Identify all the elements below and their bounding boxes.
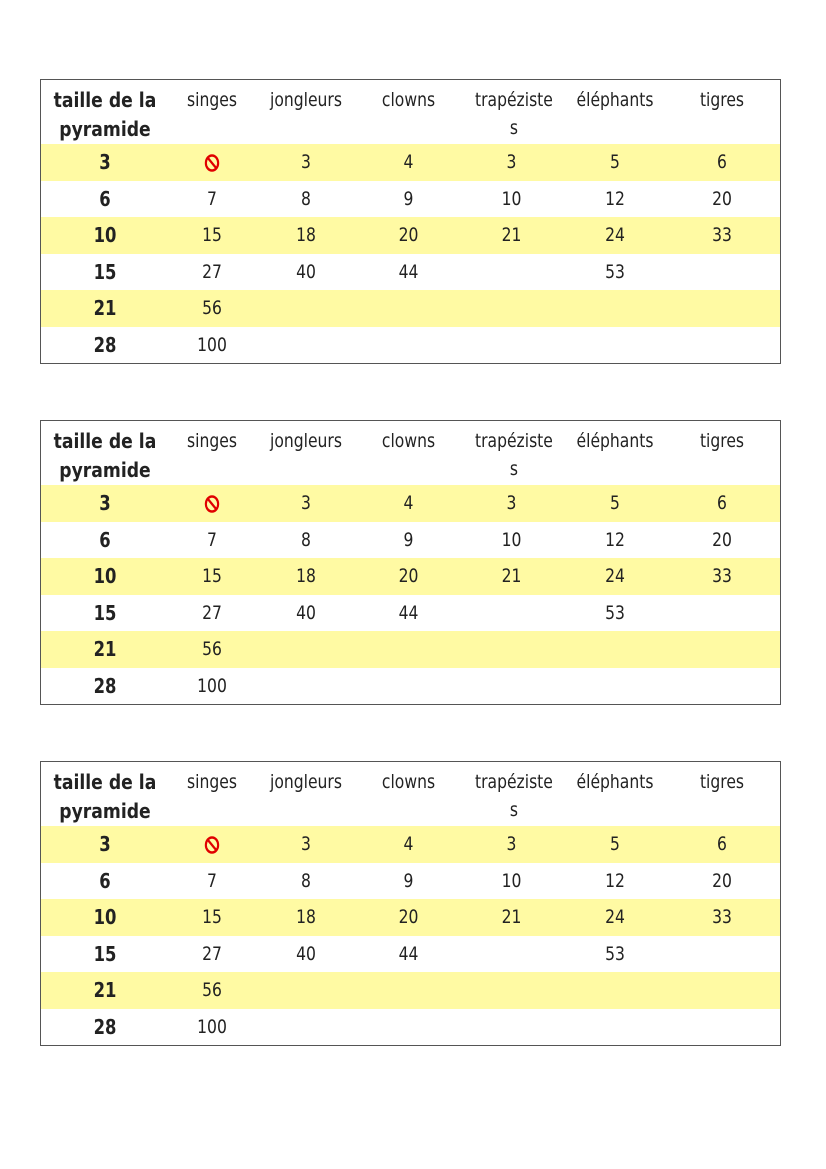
cell: 56: [202, 297, 222, 320]
cell: 18: [296, 565, 316, 588]
pyramid-table-1: [40, 79, 781, 364]
header-elephants: éléphants: [576, 430, 654, 452]
row-label: 15: [93, 259, 117, 284]
cell: 44: [398, 260, 419, 283]
cell: 12: [605, 187, 625, 210]
header-tigres: tigres: [699, 430, 745, 452]
cell: 27: [202, 942, 222, 965]
cell: 5: [610, 492, 620, 515]
row-label: 15: [93, 941, 117, 966]
cell: 4: [403, 833, 414, 856]
table-header: [41, 80, 780, 144]
header-singes: singes: [187, 430, 237, 452]
cell: 6: [717, 151, 727, 174]
cell: 27: [202, 601, 222, 624]
header-singes: singes: [187, 771, 237, 793]
cell: 7: [207, 869, 217, 892]
row-label: 21: [93, 296, 117, 321]
cell: 53: [605, 942, 625, 965]
row-label: 6: [99, 527, 111, 552]
cell: 20: [712, 187, 732, 210]
row-label: 10: [93, 223, 117, 248]
cell: 24: [605, 565, 625, 588]
forbidden-icon: [204, 153, 220, 173]
cell: 56: [202, 979, 222, 1002]
header-tigres: tigres: [699, 771, 745, 793]
row-label: 3: [99, 832, 111, 857]
cell: 20: [398, 224, 419, 247]
row-label: 10: [93, 564, 117, 589]
cell: 100: [197, 333, 227, 356]
table-row: [41, 181, 780, 218]
cell: 5: [610, 833, 620, 856]
header-jongleurs: jongleurs: [270, 430, 342, 452]
cell: 33: [712, 565, 732, 588]
table-row: [41, 595, 780, 632]
row-label: 28: [93, 1014, 117, 1039]
cell: 18: [296, 224, 316, 247]
table-row: [41, 936, 780, 973]
cell: 15: [202, 906, 222, 929]
cell: 6: [717, 833, 727, 856]
pyramid-table-3: [40, 761, 781, 1046]
cell: 18: [296, 906, 316, 929]
table-row: [41, 254, 780, 291]
cell: 3: [506, 151, 517, 174]
cell: 33: [712, 224, 732, 247]
cell: 24: [605, 906, 625, 929]
header-pyramid-size: taille de la pyramide: [53, 429, 157, 482]
header-clowns: clowns: [381, 771, 436, 793]
header-jongleurs: jongleurs: [270, 771, 342, 793]
cell: 21: [501, 565, 522, 588]
cell: 5: [610, 151, 620, 174]
cell: 7: [207, 528, 217, 551]
row-label: 6: [99, 868, 111, 893]
cell: 7: [207, 187, 217, 210]
header-singes: singes: [187, 89, 237, 111]
cell: 53: [605, 601, 625, 624]
row-label: 28: [93, 332, 117, 357]
header-elephants: éléphants: [576, 771, 654, 793]
cell: 20: [398, 565, 419, 588]
table-row: [41, 972, 780, 1009]
cell: 21: [501, 224, 522, 247]
header-pyramid-size: taille de la pyramide: [53, 88, 157, 141]
cell: 9: [403, 528, 414, 551]
row-label: 15: [93, 600, 117, 625]
cell: 53: [605, 260, 625, 283]
table-row: [41, 863, 780, 900]
row-label: 28: [93, 673, 117, 698]
header-elephants: éléphants: [576, 89, 654, 111]
table-row: [41, 485, 780, 522]
cell: 40: [296, 601, 316, 624]
cell: 100: [197, 1015, 227, 1038]
cell: [177, 148, 248, 176]
cell: 20: [398, 906, 419, 929]
cell: 27: [202, 260, 222, 283]
cell: 15: [202, 224, 222, 247]
table-header: [41, 762, 780, 826]
cell: 10: [501, 869, 522, 892]
cell: 9: [403, 187, 414, 210]
forbidden-icon: [204, 835, 220, 855]
cell: 3: [301, 151, 311, 174]
header-clowns: clowns: [381, 430, 436, 452]
cell: 8: [301, 528, 311, 551]
cell: 24: [605, 224, 625, 247]
row-label: 3: [99, 491, 111, 516]
row-label: 10: [93, 905, 117, 930]
table-row: [41, 327, 780, 364]
cell: 3: [301, 833, 311, 856]
cell: 4: [403, 151, 414, 174]
header-trapezistes: trapéziste s: [475, 430, 553, 480]
table-row: [41, 668, 780, 705]
header-pyramid-size: taille de la pyramide: [53, 770, 157, 823]
cell: 33: [712, 906, 732, 929]
cell: 3: [301, 492, 311, 515]
row-label: 3: [99, 150, 111, 175]
cell: 40: [296, 942, 316, 965]
cell: 10: [501, 187, 522, 210]
row-label: 21: [93, 637, 117, 662]
cell: 3: [506, 833, 517, 856]
table-header: [41, 421, 780, 485]
row-label: 6: [99, 186, 111, 211]
cell: 8: [301, 869, 311, 892]
table-row: [41, 558, 780, 595]
cell: 9: [403, 869, 414, 892]
cell: 44: [398, 601, 419, 624]
table-row: [41, 899, 780, 936]
header-clowns: clowns: [381, 89, 436, 111]
cell: 20: [712, 528, 732, 551]
cell: 56: [202, 638, 222, 661]
row-label: 21: [93, 978, 117, 1003]
table-row: [41, 290, 780, 327]
table-row: [41, 217, 780, 254]
forbidden-icon: [204, 494, 220, 514]
header-trapezistes: trapéziste s: [475, 771, 553, 821]
cell: 4: [403, 492, 414, 515]
header-tigres: tigres: [699, 89, 745, 111]
cell: 3: [506, 492, 517, 515]
table-row: [41, 631, 780, 668]
cell: 40: [296, 260, 316, 283]
cell: 44: [398, 942, 419, 965]
cell: 20: [712, 869, 732, 892]
cell: 10: [501, 528, 522, 551]
cell: [177, 830, 248, 858]
header-trapezistes: trapéziste s: [475, 89, 553, 139]
table-row: [41, 826, 780, 863]
header-jongleurs: jongleurs: [270, 89, 342, 111]
cell: 100: [197, 674, 227, 697]
table-row: [41, 144, 780, 181]
cell: 21: [501, 906, 522, 929]
cell: [177, 489, 248, 517]
cell: 12: [605, 528, 625, 551]
cell: 8: [301, 187, 311, 210]
cell: 12: [605, 869, 625, 892]
table-row: [41, 522, 780, 559]
pyramid-table-2: [40, 420, 781, 705]
table-row: [41, 1009, 780, 1046]
cell: 6: [717, 492, 727, 515]
cell: 15: [202, 565, 222, 588]
